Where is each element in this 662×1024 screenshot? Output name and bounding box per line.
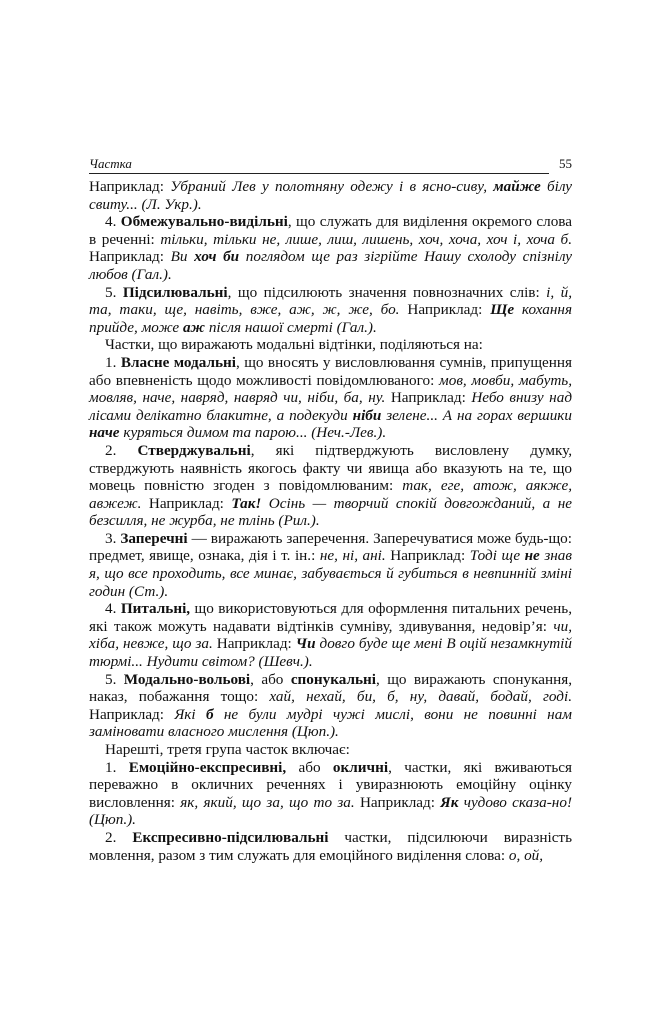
text-run: Наприклад: [354,793,441,811]
example-italic: так, еге, атож, аякже, авжеж. [89,477,572,512]
term-bold: Заперечні [120,529,188,547]
example-italic: не були мудрі чужі мислі, вони не повинні нам заміновати власного мислення (Цюп.). [89,705,572,741]
text-run: частки, підсилюючи виразність мовлення, разом з тим служать для емоційного виділення слова: [89,828,573,864]
page-header [89,152,572,172]
example-italic: Які [174,705,206,723]
example-italic: Убраний Лев у полотняну одежу і в ясно-сиву, [170,178,494,195]
page-number: 55 [559,156,572,171]
text-run: що використовуються для оформлення питальних речень, які також можуть надавати відтінків сумніву, здивування, недовір’я: [89,600,573,635]
term-bold: Питальні, [120,600,191,618]
header-rule [89,173,549,174]
text-run: , або [250,670,291,688]
text-run: Наприклад: [385,547,470,565]
example-italic: білу свиту... (Л. Укр.). [89,178,572,213]
emphasis-bold-italic: Так! [231,494,262,512]
term-bold: окличні [332,758,389,776]
example-italic: Осінь — творчий спокій довгожданий, а не безсилля, не журба, не тлінь (Рил.). [89,494,572,530]
paragraph [89,829,572,864]
text-run: Наприклад: [89,705,175,723]
paragraph [89,741,572,759]
text-run: Наприклад: [385,389,472,407]
paragraph [89,336,572,354]
text-run: , частки, які вживаються переважно в окличних реченнях і увиразнюють емоційну оцінку висловлення: [89,758,573,811]
text-run: 4. [105,600,121,618]
paragraph [89,530,572,600]
example-italic: і, й, та, таки, ще, навіть, вже, аж, ж, же, бо. [89,283,572,319]
text-run: 5. [105,283,123,301]
emphasis-bold-italic: Чи [295,635,316,653]
text-run: 2. [105,441,138,459]
example-italic: не, ні, ані. [319,547,386,565]
emphasis-bold-italic: наче [89,424,120,442]
emphasis-bold-italic: не [524,547,540,565]
text-run: , які підтверджують висловлену думку, стверджують наявність якогось факту чи явища або вказують на те, що мовець повністю згоден з повідомлюваним: [89,441,572,495]
example-italic: як, який, що за, що то за. [180,793,355,811]
paragraph [89,213,572,283]
emphasis-bold-italic: аж [182,318,206,336]
emphasis-bold-italic: хоч би [194,248,240,266]
emphasis-bold-italic: ніби [352,406,382,424]
text-run: , що виражають спонукання, наказ, побажання тощо: [89,670,572,706]
emphasis-bold-italic: б [205,705,214,723]
paragraph [89,759,572,829]
text-run: 3. [105,529,121,547]
text-run: 4. [105,213,121,231]
term-bold: Емоційно-експресивні, [128,758,287,776]
example-italic: мов, мовби, мабуть, мовляв, наче, навряд, навряд чи, ніби, ба, ну. [89,371,573,407]
emphasis-bold-italic: Ще [490,301,515,319]
term-bold: Модально-вольові [123,670,251,688]
example-italic: Тоді ще [469,547,525,565]
text-run: — виражають заперечення. Заперечуватися може будь-що: предмет, явище, ознака, дія і т. ін.: [89,529,572,565]
example-italic: тільки, тільки не, лише, лиш, лишень, хоч, хоча, хоч і, хоча б. [160,230,572,248]
text-run: 2. [105,828,133,846]
text-run: 1. [105,353,121,371]
example-italic: куряться димом та парою... (Неч.-Лев.). [119,424,387,442]
paragraph [89,600,572,670]
page-body [89,178,572,864]
book-page [89,152,572,864]
example-italic: Ви [170,248,195,266]
example-italic: хай, нехай, би, б, ну, давай, бодай, годі. [269,688,573,706]
text-run: Частки, що виражають модальні відтінки, поділяються на: [105,336,483,354]
term-bold: Підсилювальні [122,283,228,301]
text-run: , що підсилюють значення повнозначних слів: [227,283,547,301]
example-italic: чи, хіба, невже, що за. [89,617,572,653]
example-italic: після нашої смерті (Гал.). [205,318,377,336]
paragraph [89,178,572,213]
example-italic: о, ой, [508,846,544,864]
text-run: 5. [105,670,124,688]
text-run: , що служать для виділення окремого слова в реченні: [89,213,573,248]
term-bold: спонукальні [290,670,377,688]
text-run: , що вносять у висловлювання сумнів, припущення або впевненість щодо можливості повідомлюваного: [89,353,572,389]
text-run: Наприклад: [141,494,232,512]
term-bold: Власне модальні [120,353,236,371]
text-run: Наприклад: [89,248,171,266]
example-italic: поглядом ще раз зігрійте Нашу схолоду спізнілу любов (Гал.). [89,248,572,283]
paragraph [89,354,572,442]
term-bold: Експресивно-підсилювальні [132,828,329,846]
term-bold: Стверджувальні [137,441,251,459]
example-italic: довго буде ще мені В оцій незамкнутій тюрмі... Нудити світом? (Шевч.). [89,635,572,671]
example-italic: знав я, що все проходить, все минає, забувається й губиться в невпинній зміні годин (Ст.). [89,547,572,600]
example-italic: чудово сказа-но! (Цюп.). [89,793,572,829]
text-run: або [286,758,333,776]
text-run: Наприклад: [399,301,491,319]
running-title: Частка [89,156,132,171]
term-bold: Обмежувально-видільні [120,213,288,231]
text-run: Нарешті, третя група часток включає: [105,741,350,758]
text-run: Наприклад: [212,635,296,653]
paragraph [89,284,572,337]
example-italic: зелене... А на горах вершики [381,406,572,424]
example-italic: кохання прийде, може [89,301,573,336]
example-italic: Небо внизу над лісами делікатно блакитне, а подекуди [89,389,572,424]
emphasis-bold-italic: Як [440,793,459,811]
text-run: 1. [105,758,129,776]
paragraph [89,442,572,530]
paragraph [89,671,572,741]
text-run: Наприклад: [89,178,171,195]
emphasis-bold-italic: майже [493,178,541,195]
